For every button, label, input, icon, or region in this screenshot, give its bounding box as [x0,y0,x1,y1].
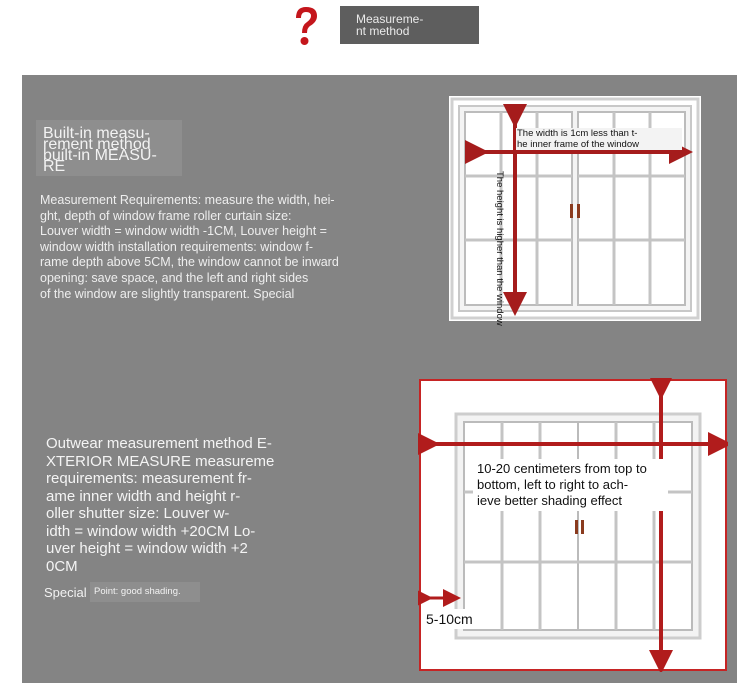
height-annotation: The height is higher than the window [494,171,505,326]
width-annotation: The width is 1cm less than t- he inner frame of the window [516,128,682,150]
exterior-title: Outwear measurement method E- XTERIOR MEASURE measureme requirements: measurement fr- ame inner width and height r- oller shutter size: Louver w- idth = window width +20CM Lo- uver height = window width +2 0CM [46,435,275,575]
margin-annotation: 5-10cm [424,609,484,629]
builtin-title: Built-in measu- rement method built-in MEASU- RE [43,125,157,175]
question-mark-icon [290,4,322,48]
coverage-annotation: 10-20 centimeters from top to bottom, left to right to ach- ieve better shading effect [473,459,668,511]
special-label: Special [44,585,87,600]
builtin-requirements: Measurement Requirements: measure the width, hei- ght, depth of window frame roller curtain size: Louver width = window width -1CM, Louver height = window width installation requirements: window f- rame depth above 5CM, the window cannot be inward opening: save space, and the left and right sides of the window are slightly transparent. Special [40,193,339,301]
special-note: Point: good shading. [90,582,200,602]
measurement-method-tab[interactable]: Measureme- nt method [340,6,479,44]
